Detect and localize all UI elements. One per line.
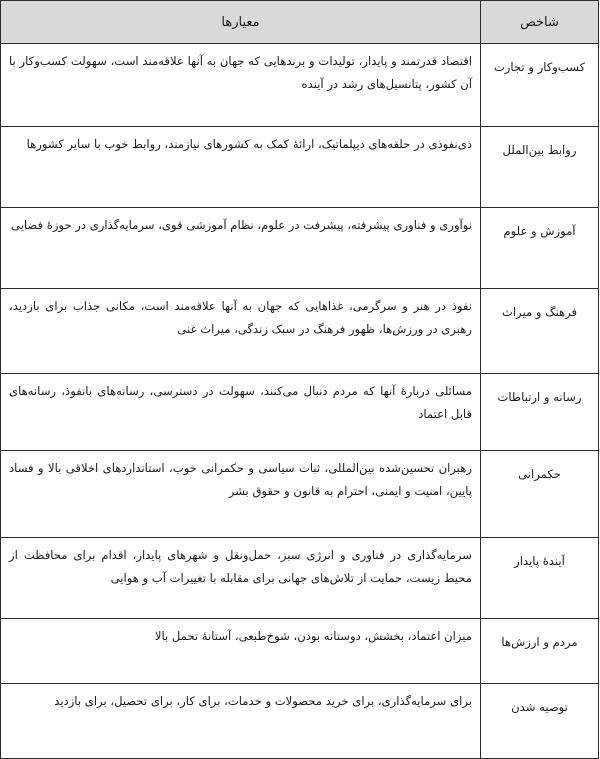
table-row <box>1 538 599 619</box>
row-metrics: رهبران تحسین‌شده بین‌المللی، ثبات سیاسی و حکمرانی خوب، استانداردهای اخلاقی بالا و فساد پایین، امنیت و ایمنی، احترام به قانون و حقوق بشر <box>1 451 481 538</box>
row-metrics: ذی‌نفوذی در حلقه‌های دیپلماتیک، ارائهٔ کمک به کشورهای نیازمند، روابط خوب با سایر کشورها <box>1 127 481 208</box>
row-criterion: روابط بین‌الملل <box>481 127 599 208</box>
table-row <box>1 619 599 684</box>
row-metrics: سرمایه‌گذاری در فناوری و انرژی سبز، حمل‌ونقل و شهرهای پایدار، اقدام برای محافظت از محیط زیست، حمایت از تلاش‌های جهانی برای مقابله با تغییرات آب و هوایی <box>1 538 481 619</box>
header-metrics: معیارها <box>1 1 481 44</box>
table-row <box>1 289 599 374</box>
row-criterion: توصیه شدن <box>481 684 599 759</box>
table-row <box>1 44 599 127</box>
row-metrics: نوآوری و فناوری پیشرفته، پیشرفت در علوم، نظام آموزشی قوی، سرمایه‌گذاری در حوزهٔ فضایی <box>1 208 481 289</box>
row-criterion: آیندهٔ پایدار <box>481 538 599 619</box>
row-criterion: کسب‌وکار و تجارت <box>481 44 599 127</box>
row-criterion: فرهنگ و میراث <box>481 289 599 374</box>
row-metrics: اقتصاد قدرتمند و پایدار، تولیدات و برندهایی که جهان به آنها علاقه‌مند است، سهولت کسب‌وکار با آن کشور، پتانسیل‌های رشد در آینده <box>1 44 481 127</box>
row-metrics: نفوذ در هنر و سرگرمی، غذاهایی که جهان به آنها علاقه‌مند است، مکانی جذاب برای بازدید، رهبری در ورزش‌ها، ظهور فرهنگ در سبک زندگی، میراث غنی <box>1 289 481 374</box>
row-criterion: آموزش و علوم <box>481 208 599 289</box>
table-row <box>1 451 599 538</box>
table-row <box>1 684 599 759</box>
row-metrics: برای سرمایه‌گذاری، برای خرید محصولات و خدمات، برای کار، برای تحصیل، برای بازدید <box>1 684 481 759</box>
row-metrics: مسائلی دربارهٔ آنها که مردم دنبال می‌کنند، سهولت در دسترسی، رسانه‌های بانفوذ، رسانه‌های قابل اعتماد <box>1 374 481 451</box>
row-criterion: مردم و ارزش‌ها <box>481 619 599 684</box>
table-row <box>1 374 599 451</box>
table-header-row <box>1 1 599 44</box>
table-row <box>1 208 599 289</box>
table-row <box>1 127 599 208</box>
row-criterion: رسانه و ارتباطات <box>481 374 599 451</box>
row-criterion: حکمرانی <box>481 451 599 538</box>
header-criterion: شاخص <box>481 1 599 44</box>
row-metrics: میزان اعتماد، بخشش، دوستانه بودن، شوخ‌طبعی، آستانهٔ تحمل بالا <box>1 619 481 684</box>
